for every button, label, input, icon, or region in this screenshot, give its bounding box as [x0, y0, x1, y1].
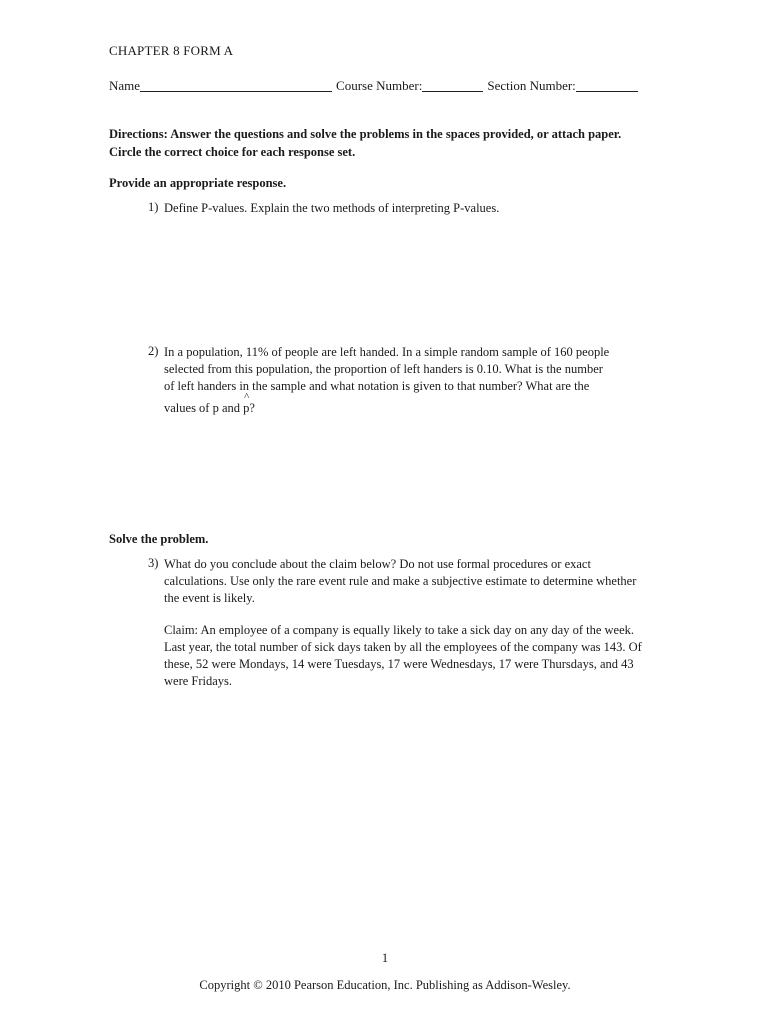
hat-accent: ^	[244, 391, 250, 403]
directions-block	[109, 125, 669, 161]
section-heading-provide: Provide an appropriate response.	[109, 176, 287, 190]
question-2-line-3: of left handers in the sample and what notation is given to that number? What are the	[164, 379, 590, 393]
course-number-label: Course Number:	[336, 78, 423, 93]
question-2-line-4-suffix: ?	[249, 401, 255, 415]
student-info-fields	[109, 78, 638, 94]
name-label: Name	[109, 78, 141, 93]
question-2-line-2: selected from this population, the proportion of left handers is 0.10. What is the number	[164, 362, 603, 376]
p-hat-letter: p	[243, 401, 250, 415]
question-2-number: 2)	[148, 344, 159, 358]
course-number-blank	[422, 78, 483, 92]
question-3-claim: Claim: An employee of a company is equally likely to take a sick day on any day of the week. Last year, the total number of sick days taken by all the employees of the company was 143. Of these, 52 were Mondays, 14 were Tuesdays, 17 were Wednesdays, 17 were Thursdays, and 43 were Fridays.	[164, 623, 642, 688]
question-1-text: Define P-values. Explain the two methods of interpreting P-values.	[164, 201, 500, 215]
question-2-text	[164, 344, 654, 395]
copyright-notice: Copyright © 2010 Pearson Education, Inc. Publishing as Addison-Wesley.	[199, 978, 571, 992]
question-2-line-4	[164, 391, 255, 416]
section-number-label: Section Number:	[487, 78, 576, 93]
page-number: 1	[381, 951, 389, 965]
p-hat-symbol	[243, 391, 250, 416]
name-blank	[140, 78, 332, 92]
question-1-number: 1)	[148, 200, 159, 214]
question-2-line-1: In a population, 11% of people are left handed. In a simple random sample of 160 people	[164, 345, 610, 359]
section-number-blank	[576, 78, 638, 92]
question-3-text: What do you conclude about the claim below? Do not use formal procedures or exact calculations. Use only the rare event rule and make a subjective estimate to determine whether the event is likely.	[164, 557, 637, 605]
question-3-number: 3)	[148, 556, 159, 570]
section-heading-solve: Solve the problem.	[109, 532, 209, 546]
page-title: CHAPTER 8 FORM A	[109, 43, 234, 58]
directions-line-1: Directions: Answer the questions and solve the problems in the spaces provided, or attach paper.	[109, 127, 622, 141]
directions-line-2: Circle the correct choice for each response set.	[109, 145, 356, 159]
question-2-line-4-prefix: values of p and	[164, 401, 244, 415]
